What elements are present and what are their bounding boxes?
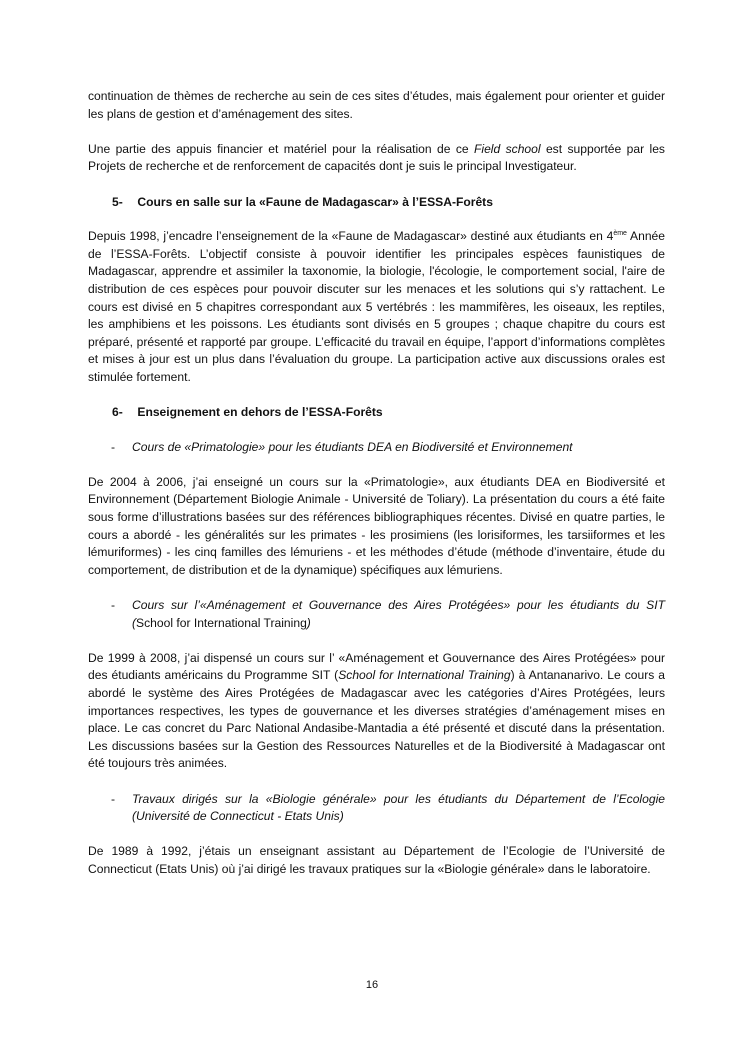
bullet-text: Cours sur l’«Aménagement et Gouvernance des Aires Protégées» pour les étudiants du SIT ( (132, 598, 665, 630)
paragraph-primatologie: De 2004 à 2006, j’ai enseigné un cours sur la «Primatologie», aux étudiants DEA en Biodiversité et Environnement (Département Biologie Animale - Université de Toliary). La présentation du cours a été faite sous forme d’illustrations basées sur des références bibliographiques récentes. Divisé en quatre parties, le cours a abordé - les généralités sur les primates - les prosimiens (les lorisiformes, les tarsiiformes et les lémuriformes) - les cinq familles des lémuriens - et les méthodes d’étude (méthode d’inventaire, étude du comportement, de distribution et de la dynamique) spécifiques aux lémuriens. (88, 474, 665, 577)
section-5-heading (112, 194, 665, 212)
bullet-text: Travaux dirigés sur la «Biologie générale» pour les étudiants du Département de l’Ecologie (Université de Connecticut - Etats Unis) (132, 791, 665, 824)
text-run: est supportée par les Projets de recherche et de renforcement de capacités dont je suis le principal Investigateur. (88, 141, 665, 174)
bullet-biologie-generale (88, 791, 665, 826)
section-number: 5- (112, 194, 123, 209)
text-run: Depuis 1998, j’encadre l’enseignement de la «Faune de Madagascar» destiné aux étudiants en 4 (88, 229, 614, 244)
bullet-dash: - (111, 439, 116, 454)
italic-run: School for International Training (338, 668, 511, 683)
superscript: ème (613, 230, 627, 238)
paragraph-biologie-generale: De 1989 à 1992, j’étais un enseignant assistant au Département de l’Ecologie de l’Université de Connecticut (Etats Unis) où j’ai dirigé les travaux pratiques sur la «Biologie générale» dans le laboratoire. (88, 844, 665, 876)
text-run: De 1999 à 2008, j’ai dispensé un cours sur l’ «Aménagement et Gouvernance des Aires Protégées» pour des étudiants américains du Programme SIT ( (88, 650, 665, 683)
bullet-aires-protegees (88, 597, 665, 632)
text-run: ) à Antananarivo. Le cours a abordé le système des Aires Protégées de Madagascar avec les catégories d’Aires Protégées, leurs importances respectives, les types de gouvernance et les diverses stratégies d’aménagement mises en place. Le cas concret du Parc National Andasibe-Mantadia a été présenté et discuté dans la présentation. Les discussions basées sur la Gestion des Ressources Naturelles et de la Biodiversité à Madagascar ont été toujours très animées. (88, 668, 665, 771)
document-page (88, 88, 665, 896)
bullet-text-upright: School for International Training (136, 615, 307, 630)
page-number: 16 (365, 979, 379, 991)
text-run: Une partie des appuis financier et matériel pour la réalisation de ce (88, 141, 474, 156)
italic-run: Field school (474, 141, 541, 156)
paragraph-aires-protegees (88, 650, 665, 773)
paragraph-field-school-funding (88, 141, 665, 176)
section-6-heading (112, 404, 665, 422)
bullet-text: ) (306, 615, 311, 630)
bullet-text: Cours de «Primatologie» pour les étudiants DEA en Biodiversité et Environnement (132, 439, 573, 454)
bullet-dash: - (111, 791, 116, 806)
bullet-dash: - (111, 598, 116, 613)
paragraph-continuation: continuation de thèmes de recherche au sein de ces sites d’études, mais également pour orienter et guider les plans de gestion et d’aménagement des sites. (88, 89, 665, 121)
section-title: Cours en salle sur la «Faune de Madagascar» à l’ESSA-Forêts (137, 194, 493, 209)
section-title: Enseignement en dehors de l’ESSA-Forêts (137, 405, 383, 420)
bullet-primatologie (88, 439, 665, 457)
text-run: Année de l’ESSA-Forêts. L’objectif consiste à pouvoir identifier les principales espèces faunistiques de Madagascar, apprendre et assimiler la taxonomie, la biologie, l'écologie, le comportement social, l'aire de distribution de ces espèces pour pouvoir discuter sur les menaces et les solutions qui s’y rattachent. Le cours est divisé en 5 chapitres correspondant aux 5 vertébrés : les mammifères, les oiseaux, les reptiles, les amphibiens et les poissons. Les étudiants sont divisés en 5 groupes ; chaque chapitre du cours est préparé, présenté et rapporté par groupe. L’efficacité du travail en équipe, l’apport d’informations complètes et mises à jour est un plus dans l’évaluation du groupe. La participation active aux discussions orales est stimulée fortement. (88, 229, 665, 384)
section-number: 6- (112, 405, 123, 420)
paragraph-faune-madagascar (88, 228, 665, 386)
